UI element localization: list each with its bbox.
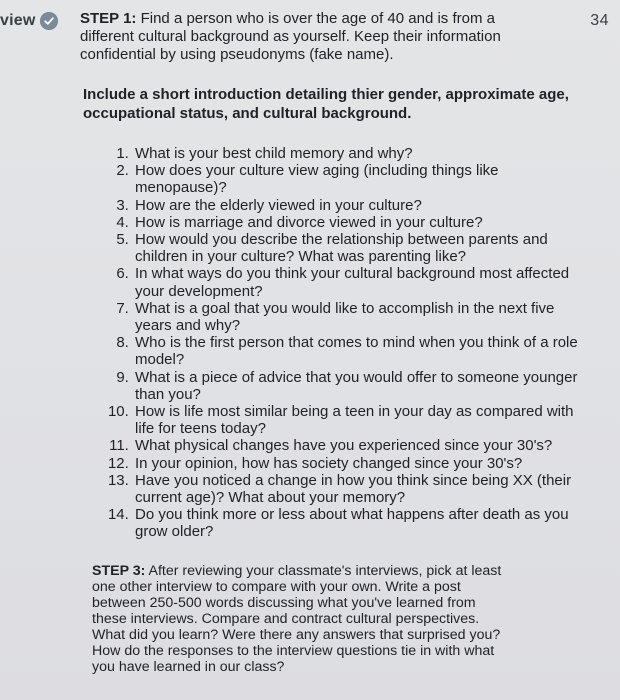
- question-item: 1. What is your best child memory and why?: [133, 145, 593, 162]
- step1-paragraph: [80, 10, 540, 64]
- check-circle-icon: [40, 12, 58, 30]
- question-item: 7. What is a goal that you would like to accomplish in the next five years and why?: [133, 300, 593, 334]
- review-tab-label: view: [0, 12, 36, 29]
- question-item: 2. How does your culture view aging (including things like menopause)?: [133, 162, 593, 196]
- question-item: 14. Do you think more or less about what happens after death as you grow older?: [133, 506, 593, 540]
- question-item: 9. What is a piece of advice that you would offer to someone younger than you?: [133, 369, 593, 403]
- step3-label: STEP 3:: [92, 562, 146, 579]
- step1-label: STEP 1:: [80, 10, 137, 27]
- question-item: 8. Who is the first person that comes to mind when you think of a role model?: [133, 334, 593, 368]
- question-item: 4. How is marriage and divorce viewed in your culture?: [133, 214, 593, 231]
- question-list: [78, 145, 593, 541]
- assignment-content: [78, 10, 578, 675]
- question-item: 5. How would you describe the relationship between parents and children in your culture? What was parenting like?: [133, 231, 593, 265]
- question-item: 13. Have you noticed a change in how you think since being XX (their current age)? What about your memory?: [133, 472, 593, 506]
- step3-text: After reviewing your classmate's interviews, pick at least one other interview to compare with your own. Write a post between 250-500 words discussing what you've learned from these interviews. Compare and contract cultural perspectives. What did you learn? Were there any answers that surprised you? How do the responses to the interview questions tie in with what you have learned in our class?: [92, 562, 502, 676]
- question-item: 11. What physical changes have you experienced since your 30's?: [133, 437, 593, 454]
- review-tab[interactable]: [0, 12, 58, 30]
- question-item: 3. How are the elderly viewed in your culture?: [133, 197, 593, 214]
- question-item: 12. In your opinion, how has society changed since your 30's?: [133, 455, 593, 472]
- step1-text: Find a person who is over the age of 40 and is from a different cultural background as yourself. Keep their information confidential by using pseudonyms (fake name).: [80, 10, 501, 63]
- question-item: 6. In what ways do you think your cultural background most affected your development?: [133, 265, 593, 299]
- step3-paragraph: [92, 563, 512, 676]
- intro-instructions: Include a short introduction detailing thier gender, approximate age, occupational status, and cultural background.: [83, 86, 569, 122]
- page-number: 34: [590, 12, 609, 29]
- question-item: 10. How is life most similar being a teen in your day as compared with life for teens today?: [133, 403, 593, 437]
